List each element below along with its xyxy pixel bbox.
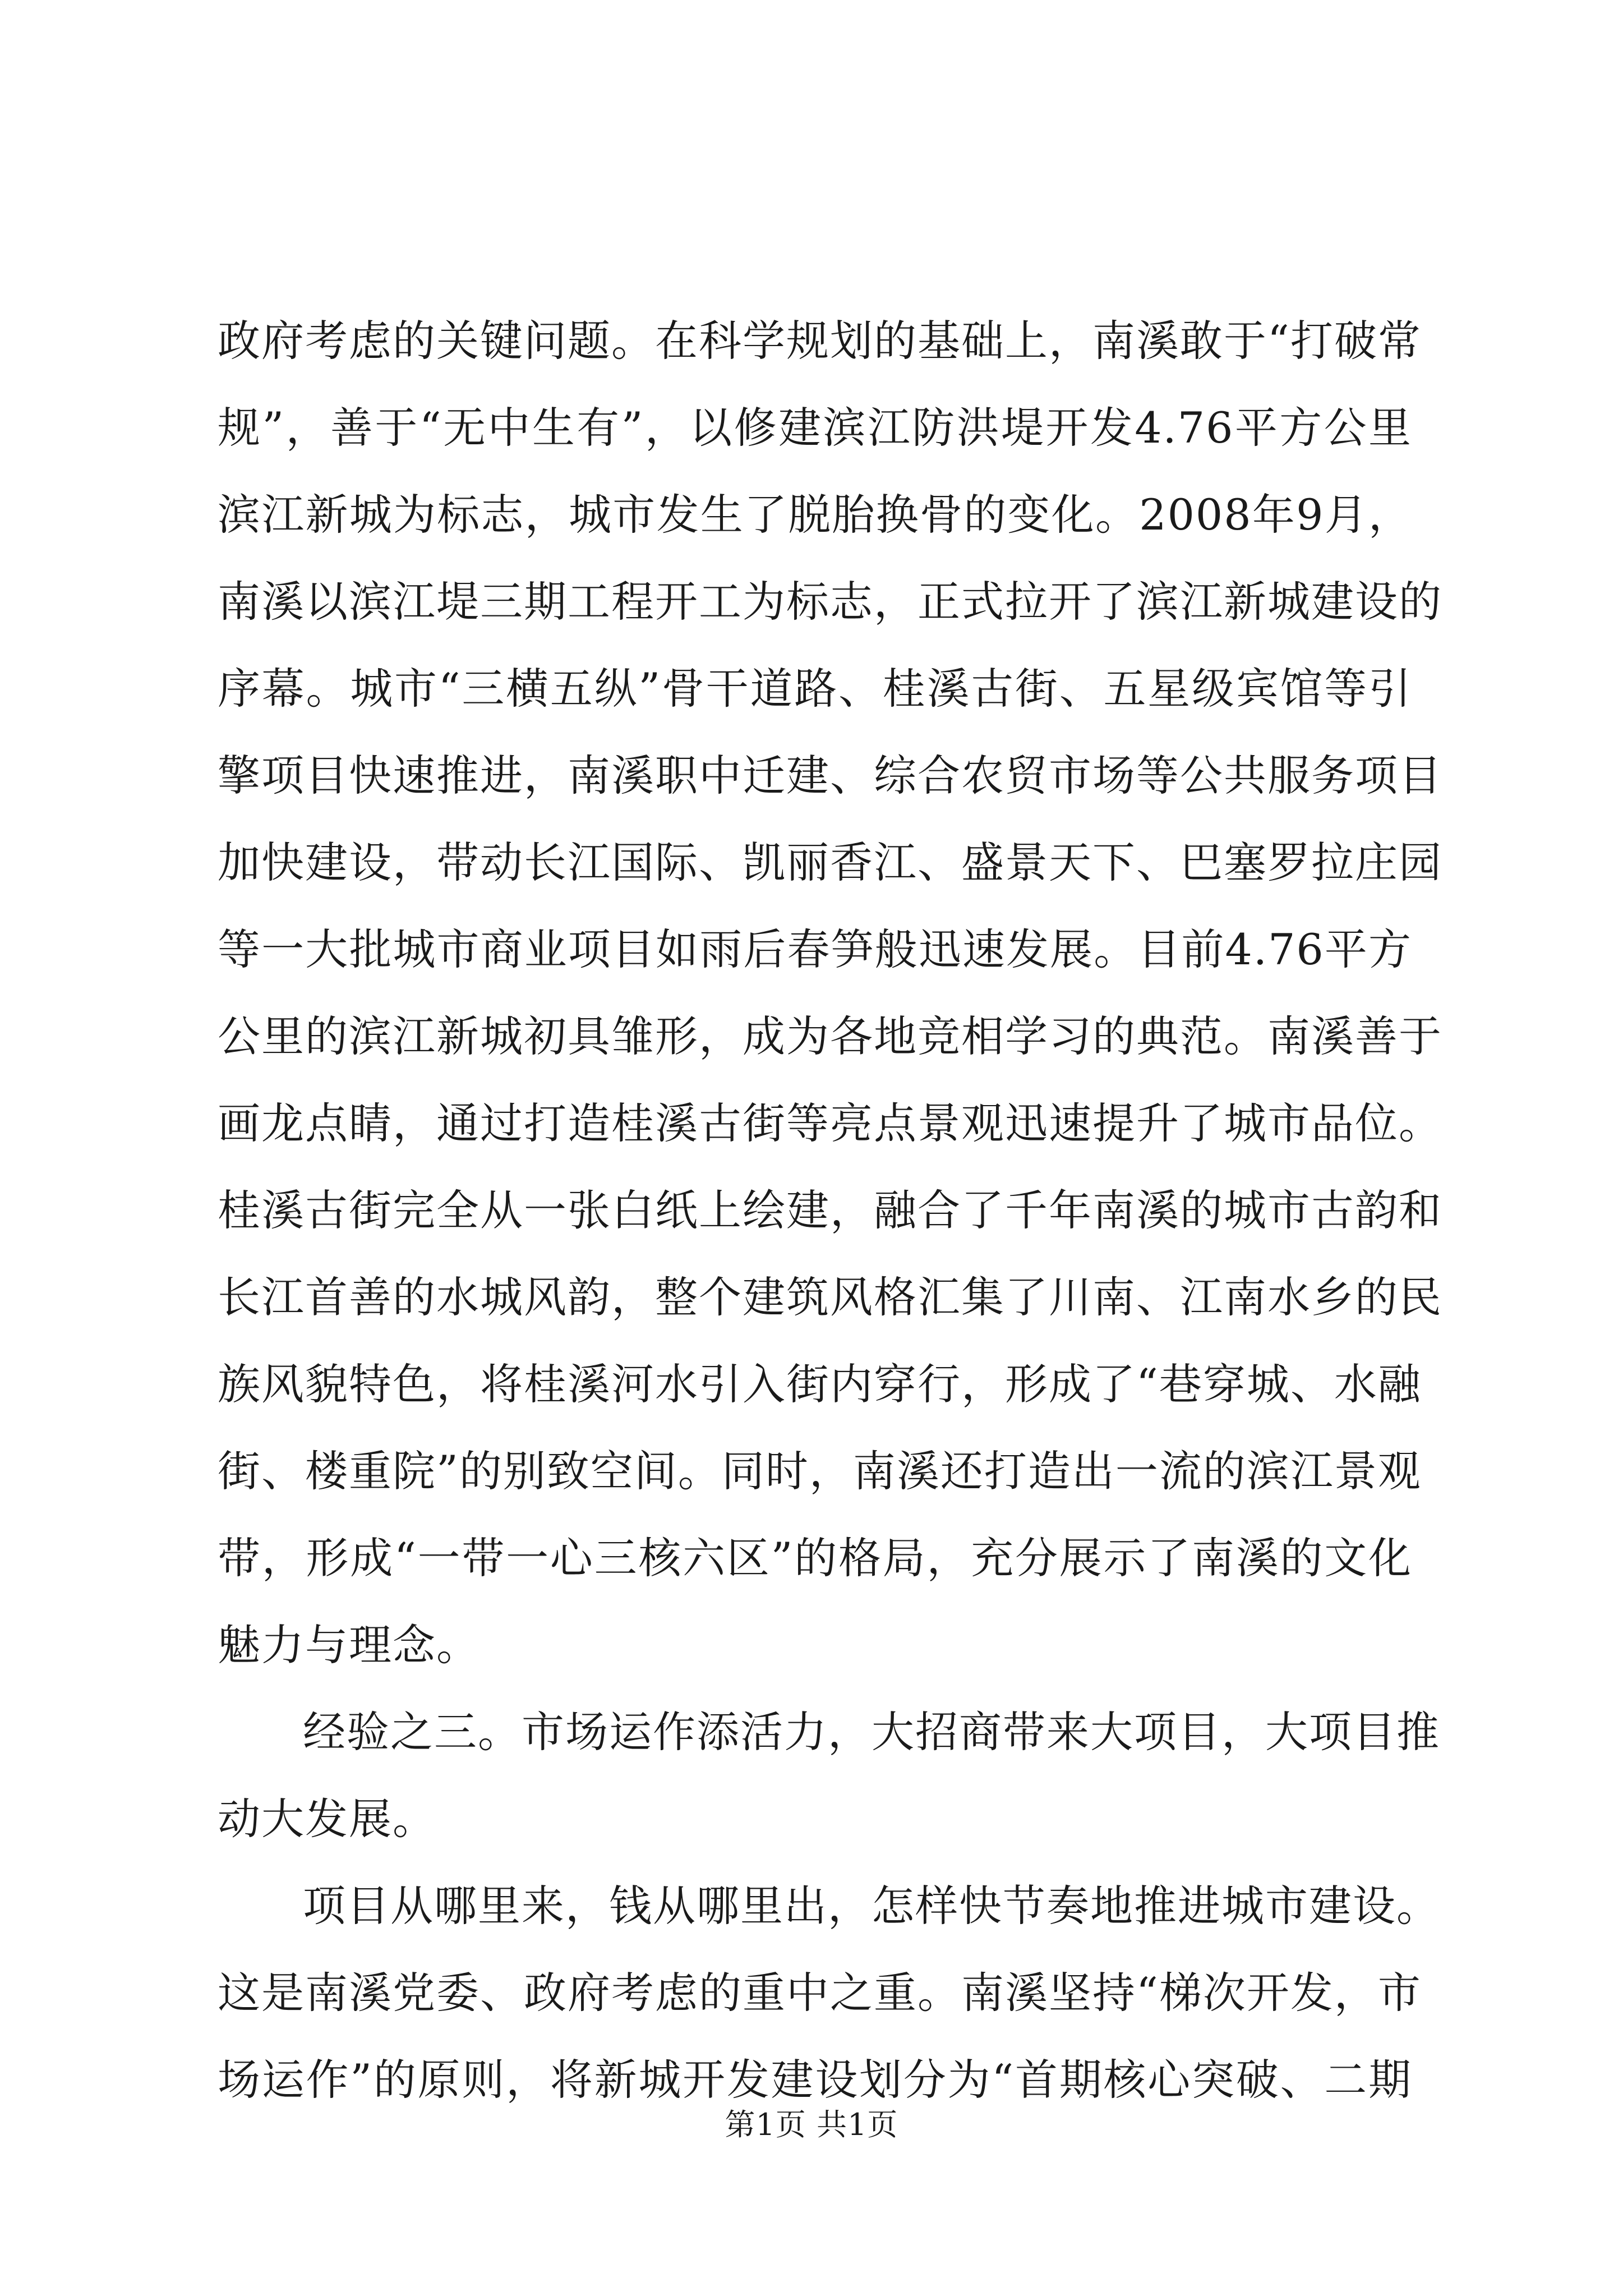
text-line: 政府考虑的关键问题。在科学规划的基础上，南溪敢于“打破常 — [218, 316, 1422, 366]
paragraph-heading-line: 经验之三。市场运作添活力，大招商带来大项目，大项目推 — [303, 1707, 1440, 1757]
page-footer: 第1页 共1页 — [725, 2107, 898, 2142]
text-line: 擎项目快速推进，南溪职中迁建、综合农贸市场等公共服务项目 — [218, 751, 1442, 800]
text-line: 公里的滨江新城初具雏形，成为各地竞相学习的典范。南溪善于 — [218, 1011, 1442, 1061]
text-line: 加快建设，带动长江国际、凯丽香江、盛景天下、巴塞罗拉庄园 — [218, 838, 1442, 887]
text-line: 场运作”的原则，将新城开发建设划分为“首期核心突破、二期 — [218, 2055, 1412, 2105]
text-line: 南溪以滨江堤三期工程开工为标志，正式拉开了滨江新城建设的 — [218, 577, 1442, 627]
text-line: 族风貌特色，将桂溪河水引入街内穿行，形成了“巷穿城、水融 — [218, 1359, 1422, 1409]
text-line: 魅力与理念。 — [218, 1620, 480, 1670]
text-line: 画龙点睛，通过打造桂溪古街等亮点景观迅速提升了城市品位。 — [218, 1098, 1442, 1148]
text-line: 带，形成“一带一心三核六区”的格局，充分展示了南溪的文化 — [218, 1533, 1412, 1583]
text-line: 规”，善于“无中生有”，以修建滨江防洪堤开发4.76平方公里 — [218, 403, 1412, 453]
text-line: 等一大批城市商业项目如雨后春笋般迅速发展。目前4.76平方 — [218, 924, 1412, 974]
text-line: 桂溪古街完全从一张白纸上绘建，融合了千年南溪的城市古韵和 — [218, 1185, 1442, 1235]
body-text — [218, 297, 1442, 2123]
text-line: 这是南溪党委、政府考虑的重中之重。南溪坚持“梯次开发，市 — [218, 1968, 1422, 2018]
text-line: 街、楼重院”的别致空间。同时，南溪还打造出一流的滨江景观 — [218, 1446, 1422, 1496]
text-line: 滨江新城为标志，城市发生了脱胎换骨的变化。2008年9月， — [218, 490, 1412, 540]
text-line: 项目从哪里来，钱从哪里出，怎样快节奏地推进城市建设。 — [303, 1881, 1440, 1931]
text-line: 长江首善的水城风韵，整个建筑风格汇集了川南、江南水乡的民 — [218, 1272, 1442, 1322]
text-line: 动大发展。 — [218, 1794, 436, 1844]
text-line: 序幕。城市“三横五纵”骨干道路、桂溪古街、五星级宾馆等引 — [218, 664, 1412, 714]
